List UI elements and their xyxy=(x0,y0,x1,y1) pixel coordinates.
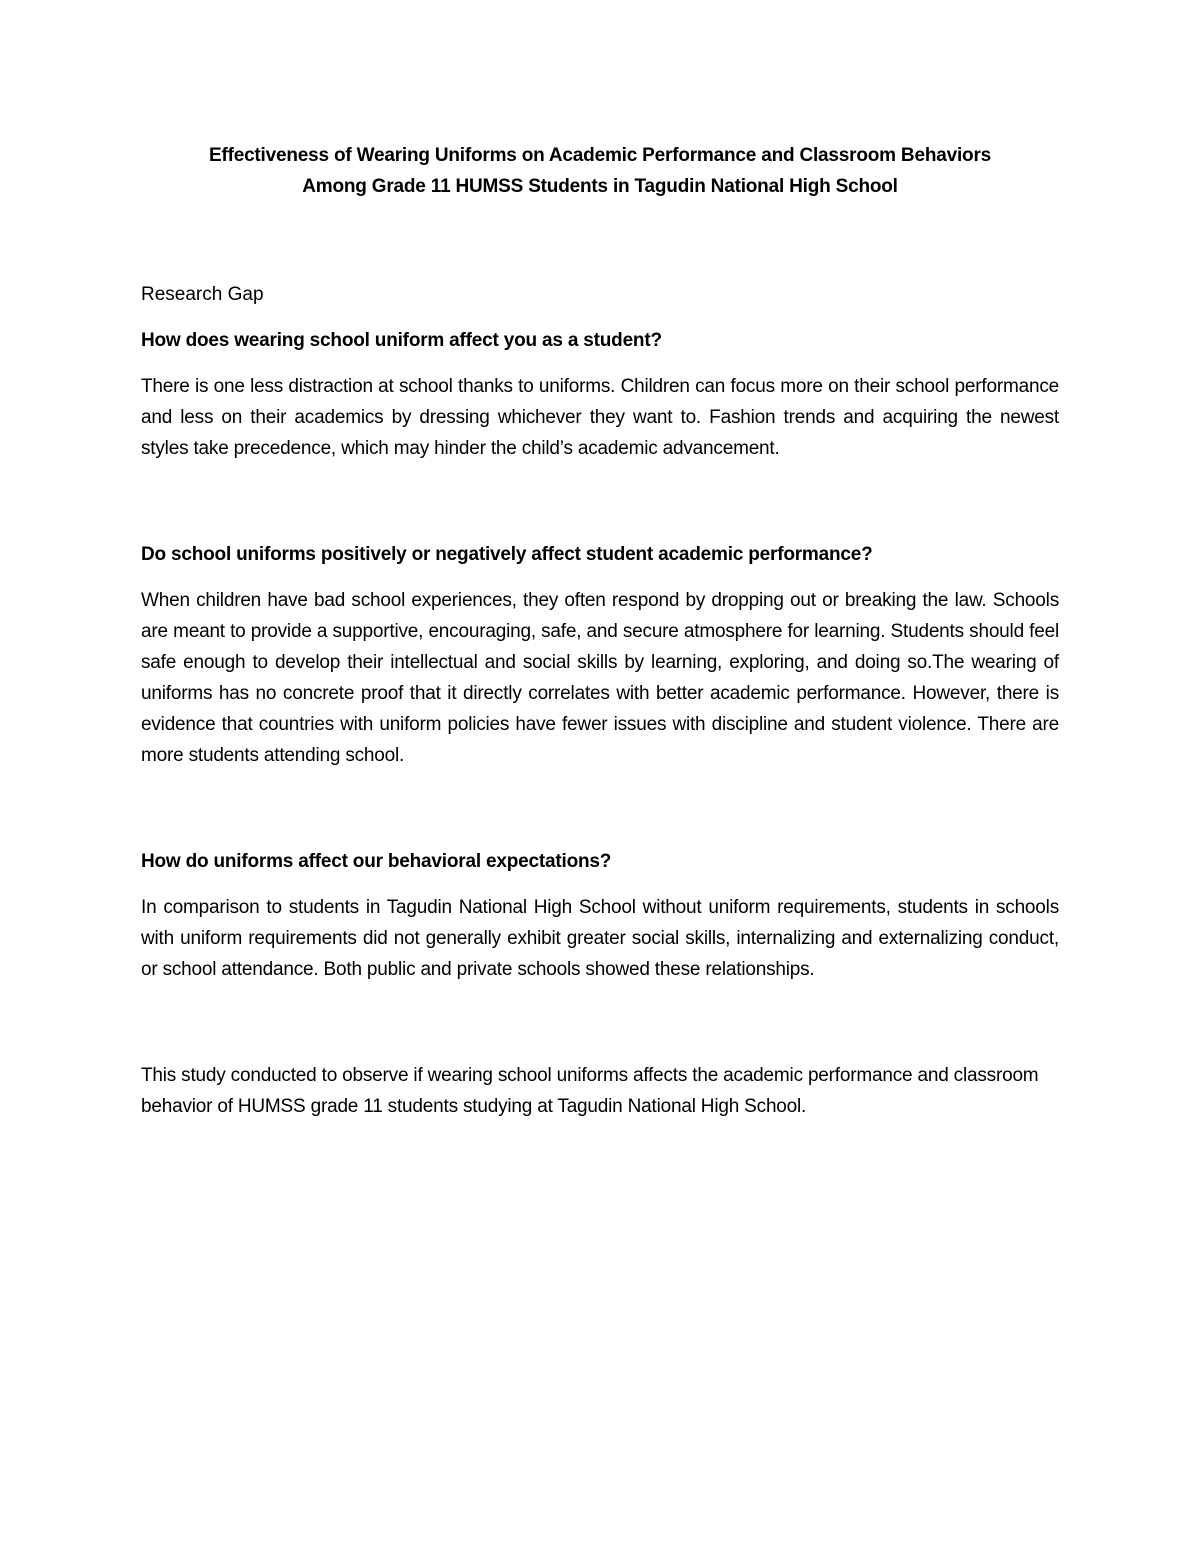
answer-1: There is one less distraction at school thanks to uniforms. Children can focus more on their school performance and less on their academics by dressing whichever they want to. Fashion trends and acquiring the newest styles take precedence, which may hinder the child’s academic advancement. xyxy=(141,376,1059,459)
section-heading-research-gap: Research Gap xyxy=(141,284,264,305)
question-1: How does wearing school uniform affect you as a student? xyxy=(141,330,662,351)
document-page xyxy=(141,140,1059,1122)
question-2: Do school uniforms positively or negatively affect student academic performance? xyxy=(141,544,873,565)
conclusion-paragraph: This study conducted to observe if wearing school uniforms affects the academic performance and classroom behavior of HUMSS grade 11 students studying at Tagudin National High School. xyxy=(141,1065,1039,1117)
question-3: How do uniforms affect our behavioral expectations? xyxy=(141,851,612,872)
document-title xyxy=(141,140,1059,202)
title-line-1: Effectiveness of Wearing Uniforms on Academic Performance and Classroom Behaviors xyxy=(208,145,992,166)
answer-3: In comparison to students in Tagudin National High School without uniform requirements, students in schools with uniform requirements did not generally exhibit greater social skills, internalizing and externalizing conduct, or school attendance. Both public and private schools showed these relationships. xyxy=(141,897,1059,980)
title-line-2: Among Grade 11 HUMSS Students in Tagudin National High School xyxy=(302,176,898,197)
answer-2: When children have bad school experiences, they often respond by dropping out or breaking the law. Schools are meant to provide a supportive, encouraging, safe, and secure atmosphere for learning. Students should feel safe enough to develop their intellectual and social skills by learning, exploring, and doing so.The wearing of uniforms has no concrete proof that it directly correlates with better academic performance. However, there is evidence that countries with uniform policies have fewer issues with discipline and student violence. There are more students attending school. xyxy=(141,590,1059,766)
